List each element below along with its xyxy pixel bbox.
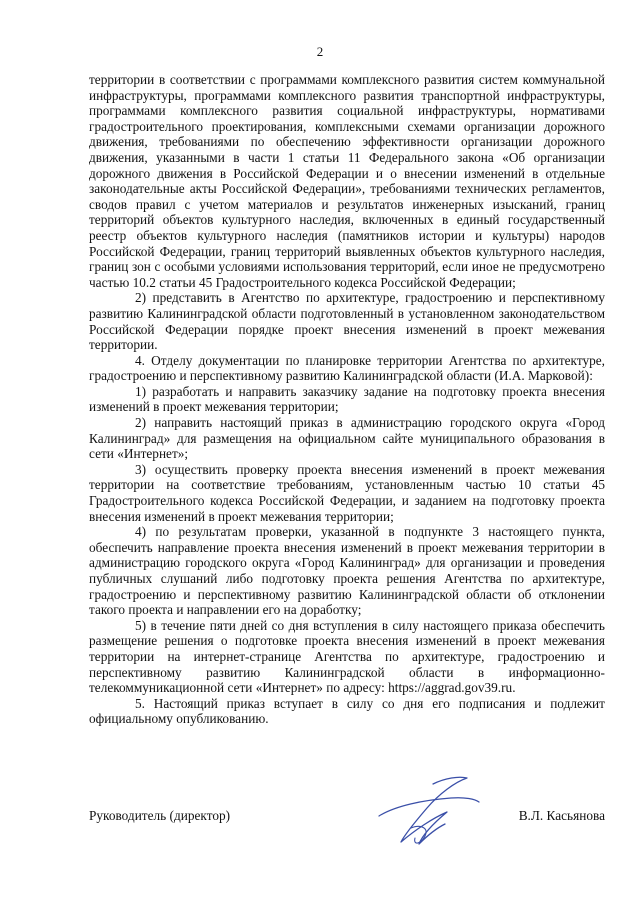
paragraph: 4) по результатам проверки, указанной в подпункте 3 настоящего пункта, обеспечить направление проекта внесения изменений в проект межевания территории в администрацию городского округа «Город Калининград» для организации и проведения публичных слушаний либо подготовку проекта решения Агентства по архитектуре, градостроению и перспективному развитию Калининградской области об отклонении такого проекта и направлении его на доработку; bbox=[89, 524, 605, 618]
paragraph: 4. Отделу документации по планировке территории Агентства по архитектуре, градостроению и перспективному развитию Калининградской области (И.А. Марковой): bbox=[89, 352, 605, 384]
paragraph: 3) осуществить проверку проекта внесения изменений в проект межевания территории на соответствие требованиям, установленным частью 10 статьи 45 Градостроительного кодекса Российской Федерации, и заданием на подготовку проекта внесения изменений в проект межевания территории; bbox=[89, 461, 605, 524]
paragraph: 5) в течение пяти дней со дня вступления в силу настоящего приказа обеспечить размещение решения о подготовке проекта внесения изменений в проект межевания территории на интернет-странице Агентства по архитектуре, градостроению и перспективному развитию Калининградской области в информационно-телекоммуникационной сети «Интернет» по адресу: https://aggrad.gov39.ru. bbox=[89, 617, 605, 696]
paragraph: 2) направить настоящий приказ в администрацию городского округа «Город Калининград» для размещения на официальном сайте муниципального образования в сети «Интернет»; bbox=[89, 415, 605, 462]
paragraph: территории в соответствии с программами комплексного развития систем коммунальной инфраструктуры, программами комплексного развития транспортной инфраструктуры, программами комплексного развития социальной инфраструктуры, нормативами градостроительного проектирования, комплексными схемами организации дорожного движения, требованиями по обеспечению эффективности организации дорожного движения, указанными в части 1 статьи 11 Федерального закона «Об организации дорожного движения в Российской Федерации и о внесении изменений в отдельные законодательные акты Российской Федерации», требованиями технических регламентов, сводов правил с учетом материалов и результатов инженерных изысканий, границ территорий объектов культурного наследия, включенных в единый государственный реестр объектов культурного наследия (памятников истории и культуры) народов Российской Федерации, границ территорий выявленных объектов культурного наследия, границ зон с особыми условиями использования территорий, если иное не предусмотрено частью 10.2 статьи 45 Градостроительного кодекса Российской Федерации; bbox=[89, 72, 605, 290]
paragraph: 1) разработать и направить заказчику задание на подготовку проекта внесения изменений в проект межевания территории; bbox=[89, 383, 605, 415]
document-body bbox=[89, 72, 605, 727]
paragraph: 5. Настоящий приказ вступает в силу со дня его подписания и подлежит официальному опубликованию. bbox=[89, 695, 605, 727]
page-number: 2 bbox=[316, 44, 324, 59]
paragraph: 2) представить в Агентство по архитектуре, градостроению и перспективному развитию Калининградской области подготовленный в установленном законодательством Российской Федерации порядке проект внесения изменений в проект межевания территории. bbox=[89, 290, 605, 353]
signatory-name: В.Л. Касьянова bbox=[518, 808, 605, 823]
handwritten-signature bbox=[375, 772, 483, 856]
signatory-title: Руководитель (директор) bbox=[89, 808, 231, 823]
